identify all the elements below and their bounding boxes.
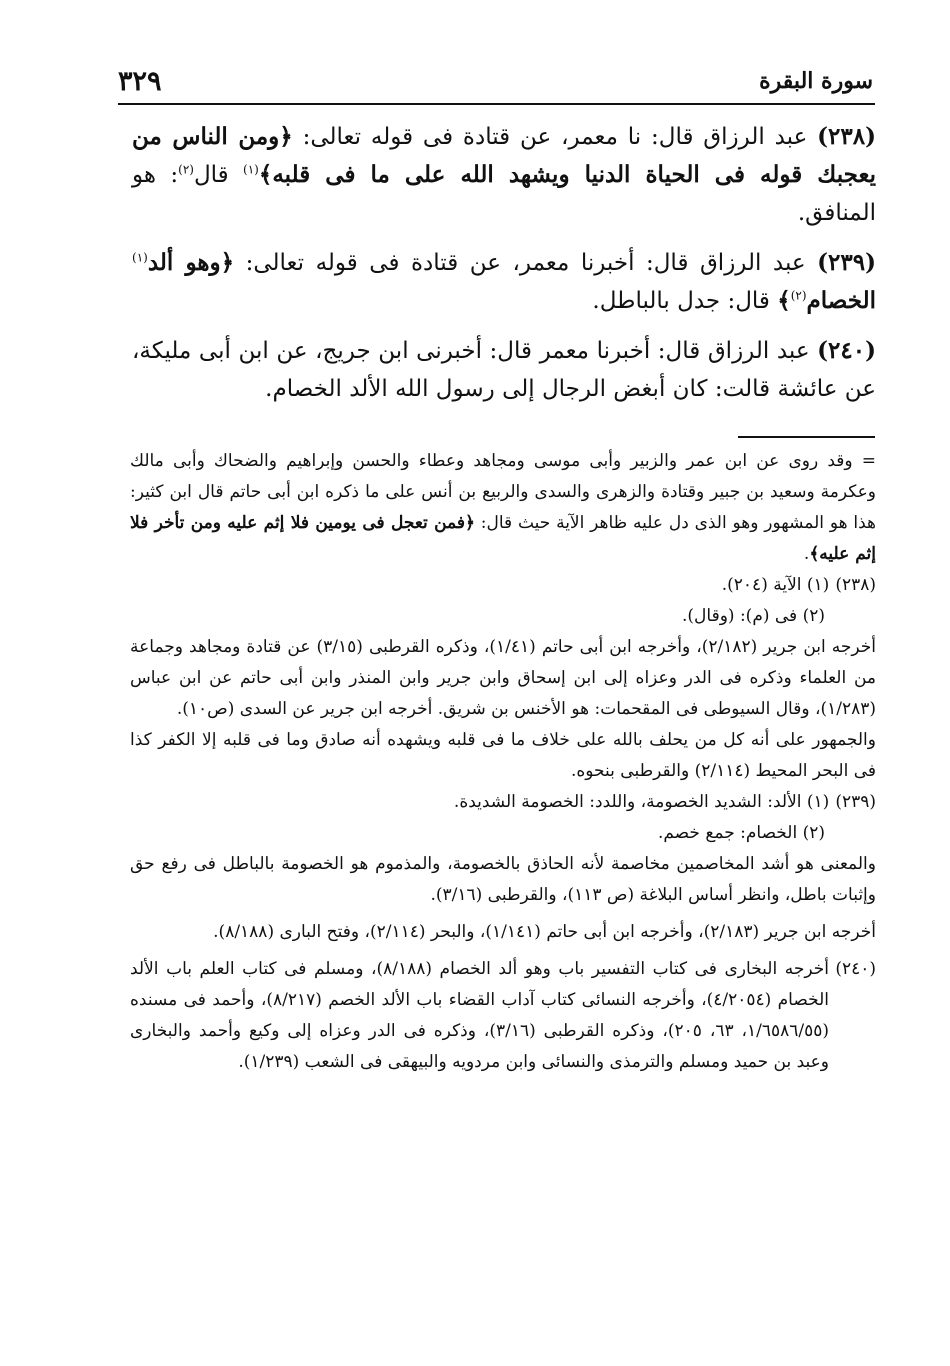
sura-title: سورة البقرة [759,68,873,94]
footnote-240 [130,954,876,1078]
footnote-text: (٢) فى (م): (وقال). [682,606,825,626]
footnote-text: أخرجه البخارى فى كتاب التفسير باب وهو ألد الخصام (٨/١٨٨)، ومسلم فى كتاب العلم باب الألد الخصام (٤/٢٠٥٤)، وأخرجه النسائى كتاب آداب القضاء باب الألد الخصم (٨/٢١٧)، وأحمد فى مسنده (١/٦٥٨٦/٥٥، ٦٣، ٢٠٥)، وذكره القرطبى (٣/١٦)، وذكره فى الدر وعزاه إلى وكيع وأحمد والبخارى وعبد بن حميد ومسلم والترمذى والنسائى وابن مردويه والبيهقى فى الشعب (١/٢٣٩). [130,959,829,1072]
narration-text: عبد الرزاق قال: نا معمر، عن قتادة فى قوله تعالى: [292,124,818,150]
footnote-239 [130,787,876,818]
narration-text: قال: جدل بالباطل. [592,288,778,314]
page-header [118,66,873,100]
narration-number: (٢٤٠) [817,337,876,364]
quran-quote: ﴿ومن الناس من يعجبك قوله فى الحياة الدنيا ويشهد الله على ما فى قلبه﴾ [132,123,876,188]
narration-240 [132,332,876,408]
narration-text: عبد الرزاق قال: أخبرنا معمر، عن قتادة فى قوله تعالى: [234,250,818,276]
footnotes [130,446,876,1078]
quran-quote: ﴿فمن تعجل فى يومين فلا إثم عليه ومن تأخر فلا إثم عليه﴾ [130,513,876,564]
narration-text: : هو المنافق. [132,162,876,226]
footnote-ref: (٢) [790,288,807,303]
footnote-text: أخرجه ابن جرير (٢/١٨٣)، وأخرجه ابن أبى حاتم (١/١٤١)، والبحر (٢/١١٤)، وفتح البارى (٨/١٨٨). [213,922,876,942]
footnote-label: (٢٣٩) [835,792,876,812]
footnote-text: (١) الآية (٢٠٤). [721,575,830,595]
footnote-ref: (١) [132,250,148,265]
footnote-text: (١) الألد: الشديد الخصومة، واللدد: الخصومة الشديدة. [453,792,830,812]
quran-quote: الخصام [806,287,876,314]
quran-quote: ﴾ [777,287,791,314]
footnote-text: والجمهور على أنه كل من يحلف بالله على خلاف ما فى قلبه ويشهده أنه صادق وما فى قلبه إلا الكفر كذا فى البحر المحيط (٢/١١٤) والقرطبى بنحوه. [130,730,876,781]
footnote-text: = وقد روى عن ابن عمر والزبير وأبى موسى ومجاهد وعطاء والحسن وإبراهيم والضحاك وأبى مالك وعكرمة وسعيد بن جبير وقتادة والزهرى والسدى والربيع بن أنس على ما ذكره ابن أبى حاتم قال ابن كثير: هذا هو المشهور وهو الذى دل عليه ظاهر الآية حيث قال: [130,451,876,533]
footnote-text: والمعنى هو أشد المخاصمين مخاصمة لأنه الحاذق بالخصومة، والمذموم هو الخصومة بالباطل فى رفع حق وإثبات باطل، وانظر أساس البلاغة (ص ١١٣)، والقرطبى (٣/١٦). [130,854,876,905]
narration-number: (٢٣٨) [817,123,876,150]
footnote-continuation [130,446,876,570]
narration-text: عبد الرزاق قال: أخبرنا معمر قال: أخبرنى ابن جريج، عن ابن أبى مليكة، عن عائشة قالت: كان أبغض الرجال إلى رسول الله الألد الخصام. [132,338,876,402]
footnote-rule [738,436,875,438]
narration-238 [132,118,876,232]
footnote-text: (٢) الخصام: جمع خصم. [657,823,825,843]
footnote-text: . [803,544,810,564]
footnote-label: (٢٣٨) [835,575,876,595]
narration-number: (٢٣٩) [817,249,876,276]
narration-239 [132,244,876,320]
main-text [132,118,876,420]
footnote-label: (٢٤٠) [835,959,876,979]
footnote-ref: (١) [243,162,259,177]
footnote-text: أخرجه ابن جرير (٢/١٨٢)، وأخرجه ابن أبى حاتم (١/٤١)، وذكره القرطبى (٣/١٥) عن قتادة ومجاهد وجماعة من العلماء وذكره فى الدر وعزاه إلى ابن إسحاق وابن جرير وابن المنذر وابن أبى حاتم عن ابن عباس (١/٢٨٣)، وقال السيوطى فى المقحمات: هو الأخنس بن شريق. أخرجه ابن جرير عن السدى (ص١٠). [130,637,877,719]
footnote-238 [130,570,876,601]
narration-text: قال [193,162,244,188]
quran-quote: ﴿وهو ألد [147,249,235,276]
page-number: ٣٢٩ [118,66,162,97]
header-rule [118,103,875,105]
footnote-ref: (٢) [178,162,194,177]
